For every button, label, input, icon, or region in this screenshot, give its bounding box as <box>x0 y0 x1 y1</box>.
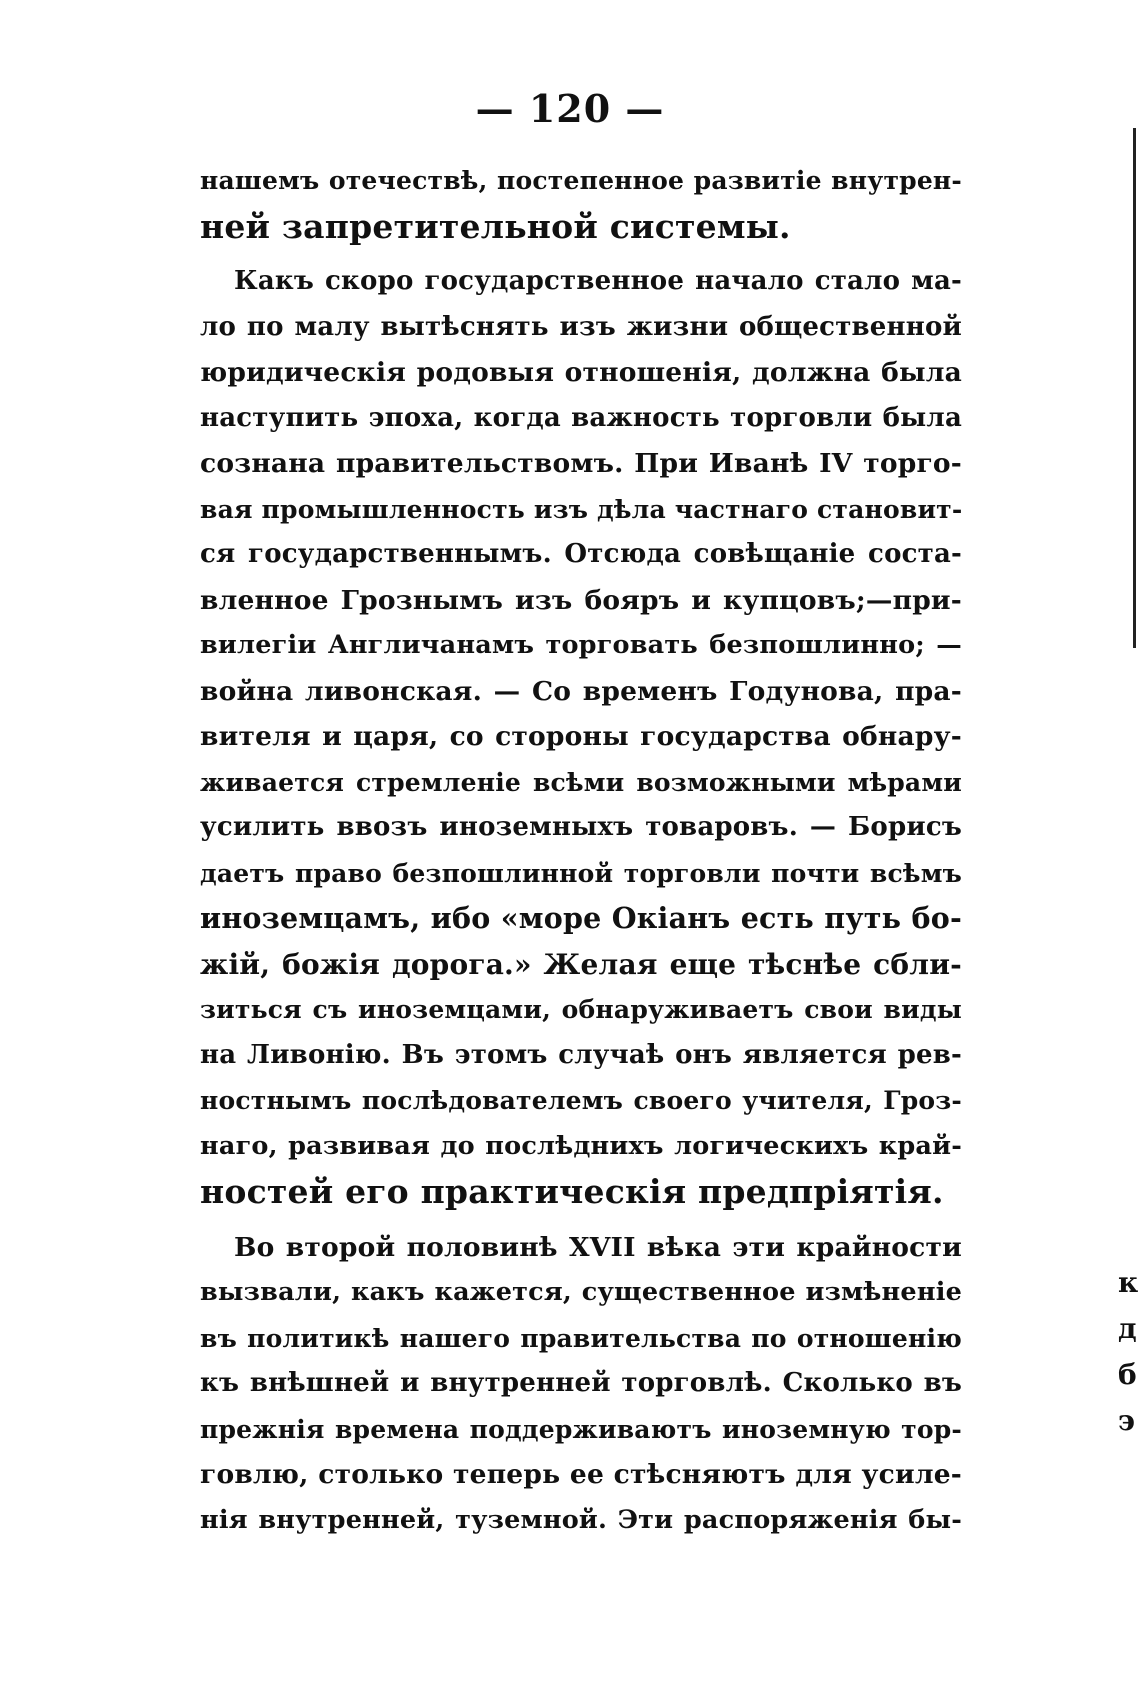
text-line: наго, развивая до послѣднихъ логическихъ край- <box>200 1130 962 1161</box>
page-edge-rule <box>1133 128 1136 648</box>
text-line: усилить ввозъ иноземныхъ товаровъ. — Борисъ <box>200 812 962 842</box>
text-line: живается стремленіе всѣми возможными мѣрами <box>200 767 962 797</box>
paragraph <box>200 1225 962 1544</box>
text-line: Какъ скоро государственное начало стало ма- <box>234 266 962 296</box>
facing-page-fragment <box>1118 1260 1140 1444</box>
text-line: даетъ право безпошлинной торговли почти всѣмъ <box>200 858 962 888</box>
facing-letter: к <box>1118 1266 1139 1299</box>
text-line: ло по малу вытѣснять изъ жизни общественной <box>200 311 962 342</box>
text-line: иноземцамъ, ибо «море Окіанъ есть путь бо- <box>200 901 962 935</box>
text-line: прежнія времена поддерживаютъ иноземную тор- <box>200 1414 962 1444</box>
text-line: вая промышленность изъ дѣла частнаго становит- <box>200 494 963 524</box>
text-line: нія внутренней, туземной. Эти распоряженія бы- <box>200 1504 962 1535</box>
text-line: въ политикѣ нашего правительства по отношенію <box>200 1323 962 1353</box>
text-line: говлю, столько теперь ее стѣсняютъ для усиле- <box>200 1459 962 1490</box>
text-line: вителя и царя, со стороны государства обнару- <box>200 721 962 752</box>
text-line: ностей его практическія предпріятія. <box>200 1172 944 1211</box>
text-line: вилегіи Англичанамъ торговать безпошлинно; — <box>200 630 962 660</box>
text-line: ней запретительной системы. <box>200 206 791 246</box>
text-line: нашемъ отечествѣ, постепенное развитіе внутрен- <box>200 166 962 195</box>
facing-letter: б <box>1118 1358 1137 1391</box>
text-line: ся государственнымъ. Отсюда совѣщаніе соста- <box>200 539 962 569</box>
page-number: — 120 — <box>475 86 665 131</box>
paragraph <box>200 158 962 249</box>
text-line: вызвали, какъ кажется, существенное измѣненіе <box>200 1277 962 1307</box>
body-text <box>200 158 962 1543</box>
text-line: юридическія родовыя отношенія, должна была <box>200 357 962 388</box>
text-line: наступить эпоха, когда важность торговли была <box>200 402 962 433</box>
text-line: жій, божія дорога.» Желая еще тѣснѣе сбли- <box>200 947 962 981</box>
paragraph <box>200 259 962 1215</box>
text-line: къ внѣшней и внутренней торговлѣ. Сколько въ <box>200 1368 962 1398</box>
text-line: на Ливонію. Въ этомъ случаѣ онъ является рев- <box>200 1039 962 1070</box>
text-line: зиться съ иноземцами, обнаруживаетъ свои виды <box>200 995 962 1024</box>
text-line: ностнымъ послѣдователемъ своего учителя, Гроз- <box>200 1086 962 1115</box>
facing-letter: э <box>1118 1404 1136 1437</box>
facing-letter: д <box>1118 1312 1137 1345</box>
text-line: Во второй половинѣ XVII вѣка эти крайности <box>234 1231 962 1263</box>
text-line: война ливонская. — Со временъ Годунова, пра- <box>200 675 962 707</box>
text-line: вленное Грознымъ изъ бояръ и купцовъ;—при- <box>200 584 962 616</box>
text-line: сознана правительствомъ. При Иванѣ IV торго- <box>200 448 962 479</box>
